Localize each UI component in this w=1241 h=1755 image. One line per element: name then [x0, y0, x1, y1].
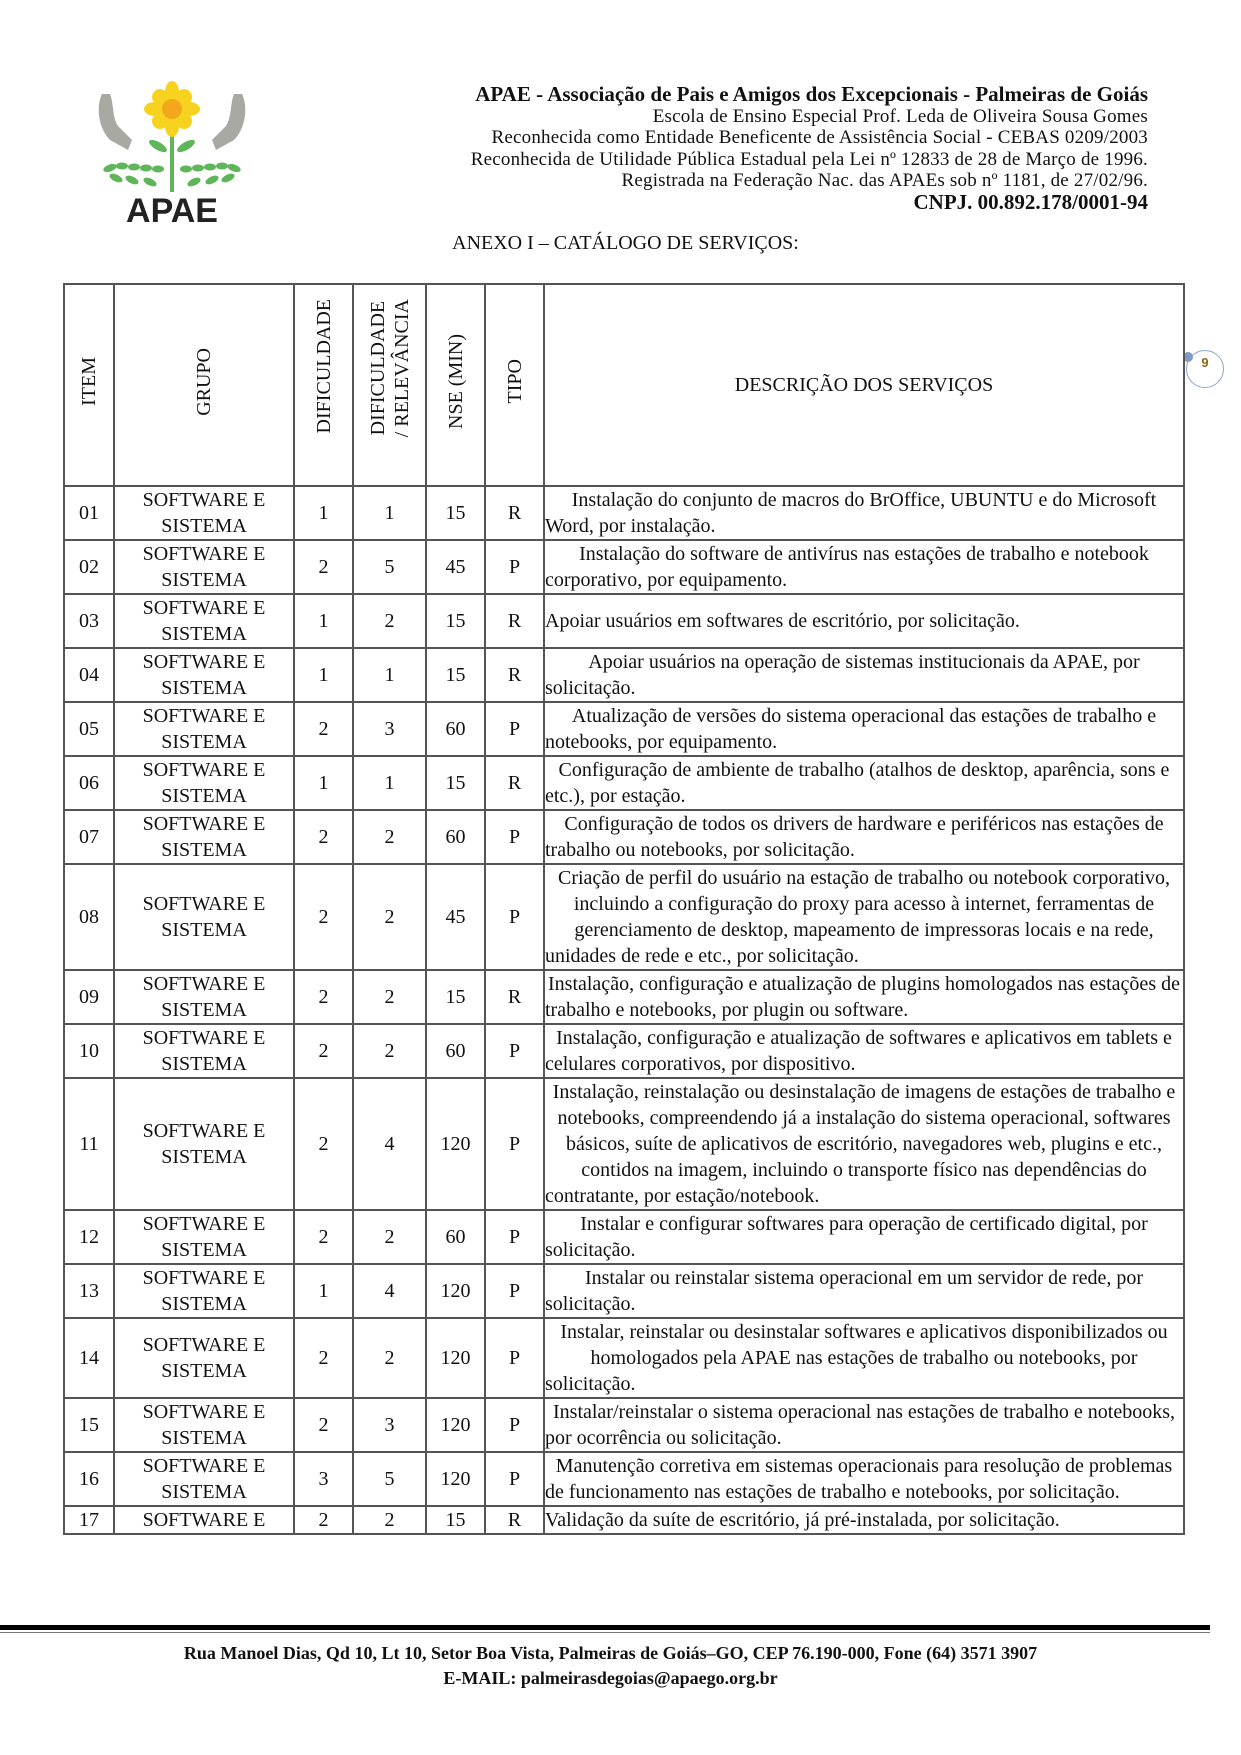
grupo-cell: SOFTWARE E SISTEMA [114, 810, 294, 864]
relevancia-cell: 2 [353, 864, 426, 970]
footer [0, 1641, 1241, 1691]
item-number: 09 [64, 970, 114, 1024]
table-row [64, 1506, 1184, 1534]
tipo-cell: R [485, 1506, 544, 1534]
item-number: 13 [64, 1264, 114, 1318]
relevancia-cell: 3 [353, 702, 426, 756]
col-header-tipo: TIPO [485, 284, 544, 486]
letterhead-line: Reconhecida de Utilidade Pública Estadual pela Lei nº 12833 de 28 de Março de 1996. [470, 148, 1148, 170]
grupo-cell: SOFTWARE E SISTEMA [114, 756, 294, 810]
grupo-cell: SOFTWARE E SISTEMA [114, 1452, 294, 1506]
grupo-cell: SOFTWARE E SISTEMA [114, 486, 294, 540]
tipo-cell: P [485, 1024, 544, 1078]
table-row [64, 1024, 1184, 1078]
dificuldade-cell: 2 [294, 702, 353, 756]
item-number: 08 [64, 864, 114, 970]
nse-cell: 15 [426, 970, 485, 1024]
grupo-cell: SOFTWARE E SISTEMA [114, 1318, 294, 1398]
nse-cell: 15 [426, 756, 485, 810]
table-row [64, 648, 1184, 702]
nse-cell: 120 [426, 1398, 485, 1452]
organization-name: APAE - Associação de Pais e Amigos dos Excepcionais - Palmeiras de Goiás [475, 82, 1148, 106]
nse-cell: 120 [426, 1078, 485, 1210]
table-row [64, 1264, 1184, 1318]
descricao-cell: Instalação, configuração e atualização de plugins homologados nas estações de trabalho e notebooks, por plugin ou software. [544, 970, 1184, 1024]
dificuldade-cell: 1 [294, 648, 353, 702]
descricao-cell: Validação da suíte de escritório, já pré-instalada, por solicitação. [544, 1506, 1184, 1534]
tipo-cell: R [485, 594, 544, 648]
apae-logo [92, 76, 252, 226]
item-number: 07 [64, 810, 114, 864]
table-row [64, 1318, 1184, 1398]
descricao-cell: Configuração de ambiente de trabalho (atalhos de desktop, aparência, sons e etc.), por estação. [544, 756, 1184, 810]
dificuldade-cell: 1 [294, 594, 353, 648]
relevancia-cell: 4 [353, 1264, 426, 1318]
dificuldade-cell: 2 [294, 1506, 353, 1534]
grupo-cell: SOFTWARE E SISTEMA [114, 1398, 294, 1452]
descricao-cell: Atualização de versões do sistema operacional das estações de trabalho e notebooks, por equipamento. [544, 702, 1184, 756]
nse-cell: 60 [426, 702, 485, 756]
nse-cell: 45 [426, 864, 485, 970]
tipo-cell: P [485, 1452, 544, 1506]
tipo-cell: R [485, 756, 544, 810]
annex-title: ANEXO I – CATÁLOGO DE SERVIÇOS: [452, 232, 799, 254]
item-number: 04 [64, 648, 114, 702]
relevancia-cell: 1 [353, 486, 426, 540]
item-number: 11 [64, 1078, 114, 1210]
descricao-cell: Instalação, configuração e atualização de softwares e aplicativos em tablets e celulares corporativos, por dispositivo. [544, 1024, 1184, 1078]
table-row [64, 1078, 1184, 1210]
descricao-cell: Criação de perfil do usuário na estação de trabalho ou notebook corporativo, incluindo a configuração do proxy para acesso à internet, ferramentas de gerenciamento de desktop, mapeamento de impressoras locais e na rede, unidades de rede e etc., por solicitação. [544, 864, 1184, 970]
relevancia-cell: 2 [353, 1318, 426, 1398]
relevancia-cell: 3 [353, 1398, 426, 1452]
table-row [64, 970, 1184, 1024]
footer-divider-thin [0, 1632, 1210, 1633]
nse-cell: 120 [426, 1452, 485, 1506]
table-row [64, 1398, 1184, 1452]
table-header-row [64, 284, 1184, 486]
grupo-cell: SOFTWARE E SISTEMA [114, 1210, 294, 1264]
relevancia-cell: 2 [353, 594, 426, 648]
page-number: 9 [1201, 355, 1209, 370]
descricao-cell: Apoiar usuários na operação de sistemas institucionais da APAE, por solicitação. [544, 648, 1184, 702]
descricao-cell: Instalação, reinstalação ou desinstalação de imagens de estações de trabalho e notebooks, compreendendo já a instalação do sistema operacional, softwares básicos, suíte de aplicativos de escritório, navegadores web, plugins e etc., contidos na imagem, incluindo o transporte físico nas dependências do contratante, por estação/notebook. [544, 1078, 1184, 1210]
relevancia-cell: 2 [353, 970, 426, 1024]
page-number-badge [1186, 350, 1224, 388]
item-number: 10 [64, 1024, 114, 1078]
footer-email: E-MAIL: palmeirasdegoias@apaego.org.br [443, 1668, 778, 1688]
services-catalog-table [63, 283, 1185, 1535]
col-header-relevancia: DIFICULDADE / RELEVÂNCIA [353, 284, 426, 486]
logo-text: APAE [126, 192, 218, 226]
nse-cell: 15 [426, 648, 485, 702]
item-number: 06 [64, 756, 114, 810]
tipo-cell: P [485, 864, 544, 970]
table-row [64, 1452, 1184, 1506]
table-row [64, 702, 1184, 756]
nse-cell: 45 [426, 540, 485, 594]
flower-hands-icon [92, 76, 252, 226]
grupo-cell: SOFTWARE E SISTEMA [114, 1264, 294, 1318]
grupo-cell: SOFTWARE E SISTEMA [114, 864, 294, 970]
item-number: 12 [64, 1210, 114, 1264]
dificuldade-cell: 2 [294, 540, 353, 594]
dificuldade-cell: 2 [294, 970, 353, 1024]
descricao-cell: Instalação do software de antivírus nas estações de trabalho e notebook corporativo, por equipamento. [544, 540, 1184, 594]
table-row [64, 756, 1184, 810]
relevancia-cell: 1 [353, 756, 426, 810]
relevancia-cell: 5 [353, 540, 426, 594]
tipo-cell: R [485, 648, 544, 702]
tipo-cell: R [485, 486, 544, 540]
dificuldade-cell: 1 [294, 486, 353, 540]
col-header-dificuldade: DIFICULDADE [294, 284, 353, 486]
tipo-cell: P [485, 540, 544, 594]
dificuldade-cell: 3 [294, 1452, 353, 1506]
table-row [64, 864, 1184, 970]
relevancia-cell: 2 [353, 1210, 426, 1264]
descricao-cell: Instalar, reinstalar ou desinstalar softwares e aplicativos disponibilizados ou homologados pela APAE nas estações de trabalho ou notebooks, por solicitação. [544, 1318, 1184, 1398]
col-header-descricao: DESCRIÇÃO DOS SERVIÇOS [544, 284, 1184, 486]
descricao-cell: Instalar ou reinstalar sistema operacional em um servidor de rede, por solicitação. [544, 1264, 1184, 1318]
letterhead-line: Reconhecida como Entidade Beneficente de Assistência Social - CEBAS 0209/2003 [491, 127, 1148, 148]
item-number: 05 [64, 702, 114, 756]
grupo-cell: SOFTWARE E SISTEMA [114, 1024, 294, 1078]
dificuldade-cell: 1 [294, 756, 353, 810]
letterhead [270, 84, 1148, 213]
descricao-cell: Configuração de todos os drivers de hardware e periféricos nas estações de trabalho ou notebooks, por solicitação. [544, 810, 1184, 864]
tipo-cell: P [485, 702, 544, 756]
relevancia-cell: 2 [353, 810, 426, 864]
dificuldade-cell: 1 [294, 1264, 353, 1318]
col-header-item: ITEM [64, 284, 114, 486]
dificuldade-cell: 2 [294, 1024, 353, 1078]
item-number: 03 [64, 594, 114, 648]
grupo-cell: SOFTWARE E SISTEMA [114, 540, 294, 594]
item-number: 14 [64, 1318, 114, 1398]
grupo-cell: SOFTWARE E SISTEMA [114, 594, 294, 648]
nse-cell: 60 [426, 810, 485, 864]
table-row [64, 486, 1184, 540]
nse-cell: 60 [426, 1024, 485, 1078]
footer-divider [0, 1625, 1210, 1630]
item-number: 15 [64, 1398, 114, 1452]
dificuldade-cell: 2 [294, 864, 353, 970]
tipo-cell: P [485, 1318, 544, 1398]
tipo-cell: P [485, 1210, 544, 1264]
table-row [64, 810, 1184, 864]
relevancia-cell: 1 [353, 648, 426, 702]
col-header-nse: NSE (MIN) [426, 284, 485, 486]
nse-cell: 15 [426, 1506, 485, 1534]
table-row [64, 540, 1184, 594]
dificuldade-cell: 2 [294, 1078, 353, 1210]
grupo-cell: SOFTWARE E SISTEMA [114, 648, 294, 702]
descricao-cell: Instalar/reinstalar o sistema operacional nas estações de trabalho e notebooks, por ocorrência ou solicitação. [544, 1398, 1184, 1452]
tipo-cell: P [485, 1264, 544, 1318]
footer-address: Rua Manoel Dias, Qd 10, Lt 10, Setor Boa Vista, Palmeiras de Goiás–GO, CEP 76.190-000, Fone (64) 3571 3907 [183, 1643, 1038, 1663]
nse-cell: 15 [426, 486, 485, 540]
relevancia-cell: 2 [353, 1024, 426, 1078]
item-number: 17 [64, 1506, 114, 1534]
letterhead-line: Escola de Ensino Especial Prof. Leda de Oliveira Sousa Gomes [652, 105, 1148, 127]
grupo-cell: SOFTWARE E SISTEMA [114, 702, 294, 756]
item-number: 01 [64, 486, 114, 540]
dificuldade-cell: 2 [294, 1318, 353, 1398]
tipo-cell: P [485, 810, 544, 864]
nse-cell: 120 [426, 1264, 485, 1318]
relevancia-cell: 5 [353, 1452, 426, 1506]
tipo-cell: P [485, 1078, 544, 1210]
grupo-cell: SOFTWARE E SISTEMA [114, 970, 294, 1024]
nse-cell: 120 [426, 1318, 485, 1398]
tipo-cell: R [485, 970, 544, 1024]
descricao-cell: Apoiar usuários em softwares de escritório, por solicitação. [544, 594, 1184, 648]
dificuldade-cell: 2 [294, 1398, 353, 1452]
table-row [64, 594, 1184, 648]
relevancia-cell: 2 [353, 1506, 426, 1534]
col-header-grupo: GRUPO [114, 284, 294, 486]
item-number: 16 [64, 1452, 114, 1506]
item-number: 02 [64, 540, 114, 594]
dificuldade-cell: 2 [294, 810, 353, 864]
cnpj: CNPJ. 00.892.178/0001-94 [913, 189, 1148, 214]
table-row [64, 1210, 1184, 1264]
grupo-cell: SOFTWARE E SISTEMA [114, 1078, 294, 1210]
letterhead-line: Registrada na Federação Nac. das APAEs sob nº 1181, de 27/02/96. [621, 170, 1148, 191]
descricao-cell: Instalação do conjunto de macros do BrOffice, UBUNTU e do Microsoft Word, por instalação. [544, 486, 1184, 540]
relevancia-cell: 4 [353, 1078, 426, 1210]
descricao-cell: Manutenção corretiva em sistemas operacionais para resolução de problemas de funcionamento nas estações de trabalho e notebooks, por solicitação. [544, 1452, 1184, 1506]
grupo-cell: SOFTWARE E [114, 1506, 294, 1534]
tipo-cell: P [485, 1398, 544, 1452]
nse-cell: 60 [426, 1210, 485, 1264]
dificuldade-cell: 2 [294, 1210, 353, 1264]
nse-cell: 15 [426, 594, 485, 648]
descricao-cell: Instalar e configurar softwares para operação de certificado digital, por solicitação. [544, 1210, 1184, 1264]
